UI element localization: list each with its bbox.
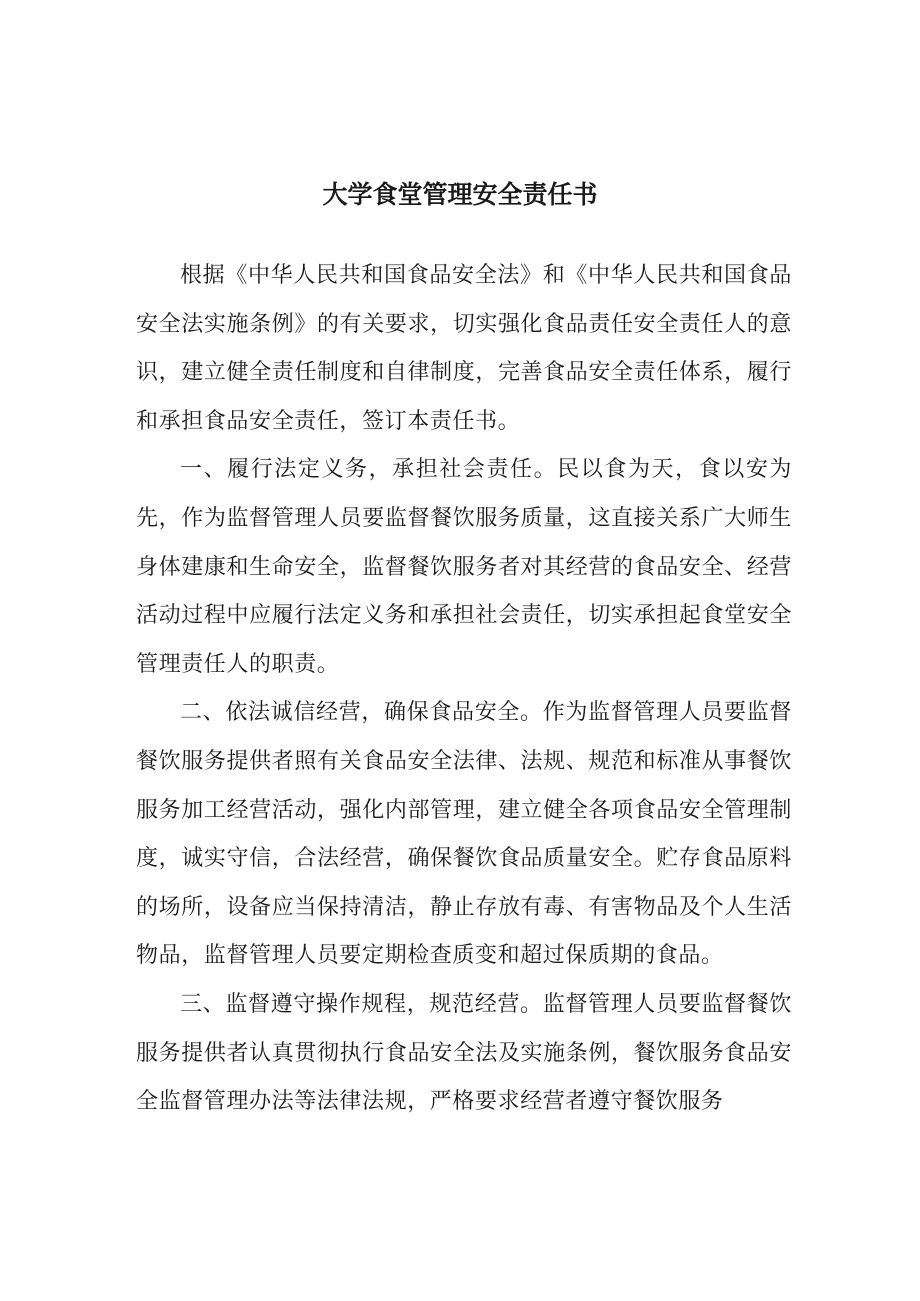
- paragraph-intro: 根据《中华人民共和国食品安全法》和《中华人民共和国食品安全法实施条例》的有关要求，切实强化食品责任安全责任人的意识，建立健全责任制度和自律制度，完善食品安全责任体系，履行和承担食品安全责任，签订本责任书。: [136, 263, 792, 434]
- document-title: 大学食堂管理安全责任书: [322, 180, 598, 209]
- paragraph-section-1: 一、履行法定义务，承担社会责任。民以食为天，食以安为先，作为监督管理人员要监督餐饮服务质量，这直接关系广大师生身体建康和生命安全，监督餐饮服务者对其经营的食品安全、经营活动过程中应履行法定义务和承担社会责任，切实承担起食堂安全管理责任人的职责。: [136, 457, 792, 677]
- paragraph-section-2: 二、依法诚信经营，确保食品安全。作为监督管理人员要监督餐饮服务提供者照有关食品安全法律、法规、规范和标准从事餐饮服务加工经营活动，强化内部管理，建立健全各项食品安全管理制度，诚实守信，合法经营，确保餐饮食品质量安全。贮存食品原料的场所，设备应当保持清洁，静止存放有毒、有害物品及个人生活物品，监督管理人员要定期检查质变和超过保质期的食品。: [136, 700, 792, 969]
- paragraph-section-3: 三、监督遵守操作规程，规范经营。监督管理人员要监督餐饮服务提供者认真贯彻执行食品安全法及实施条例，餐饮服务食品安全监督管理办法等法律法规，严格要求经营者遵守餐饮服务: [136, 991, 792, 1115]
- document-body: [136, 252, 792, 1127]
